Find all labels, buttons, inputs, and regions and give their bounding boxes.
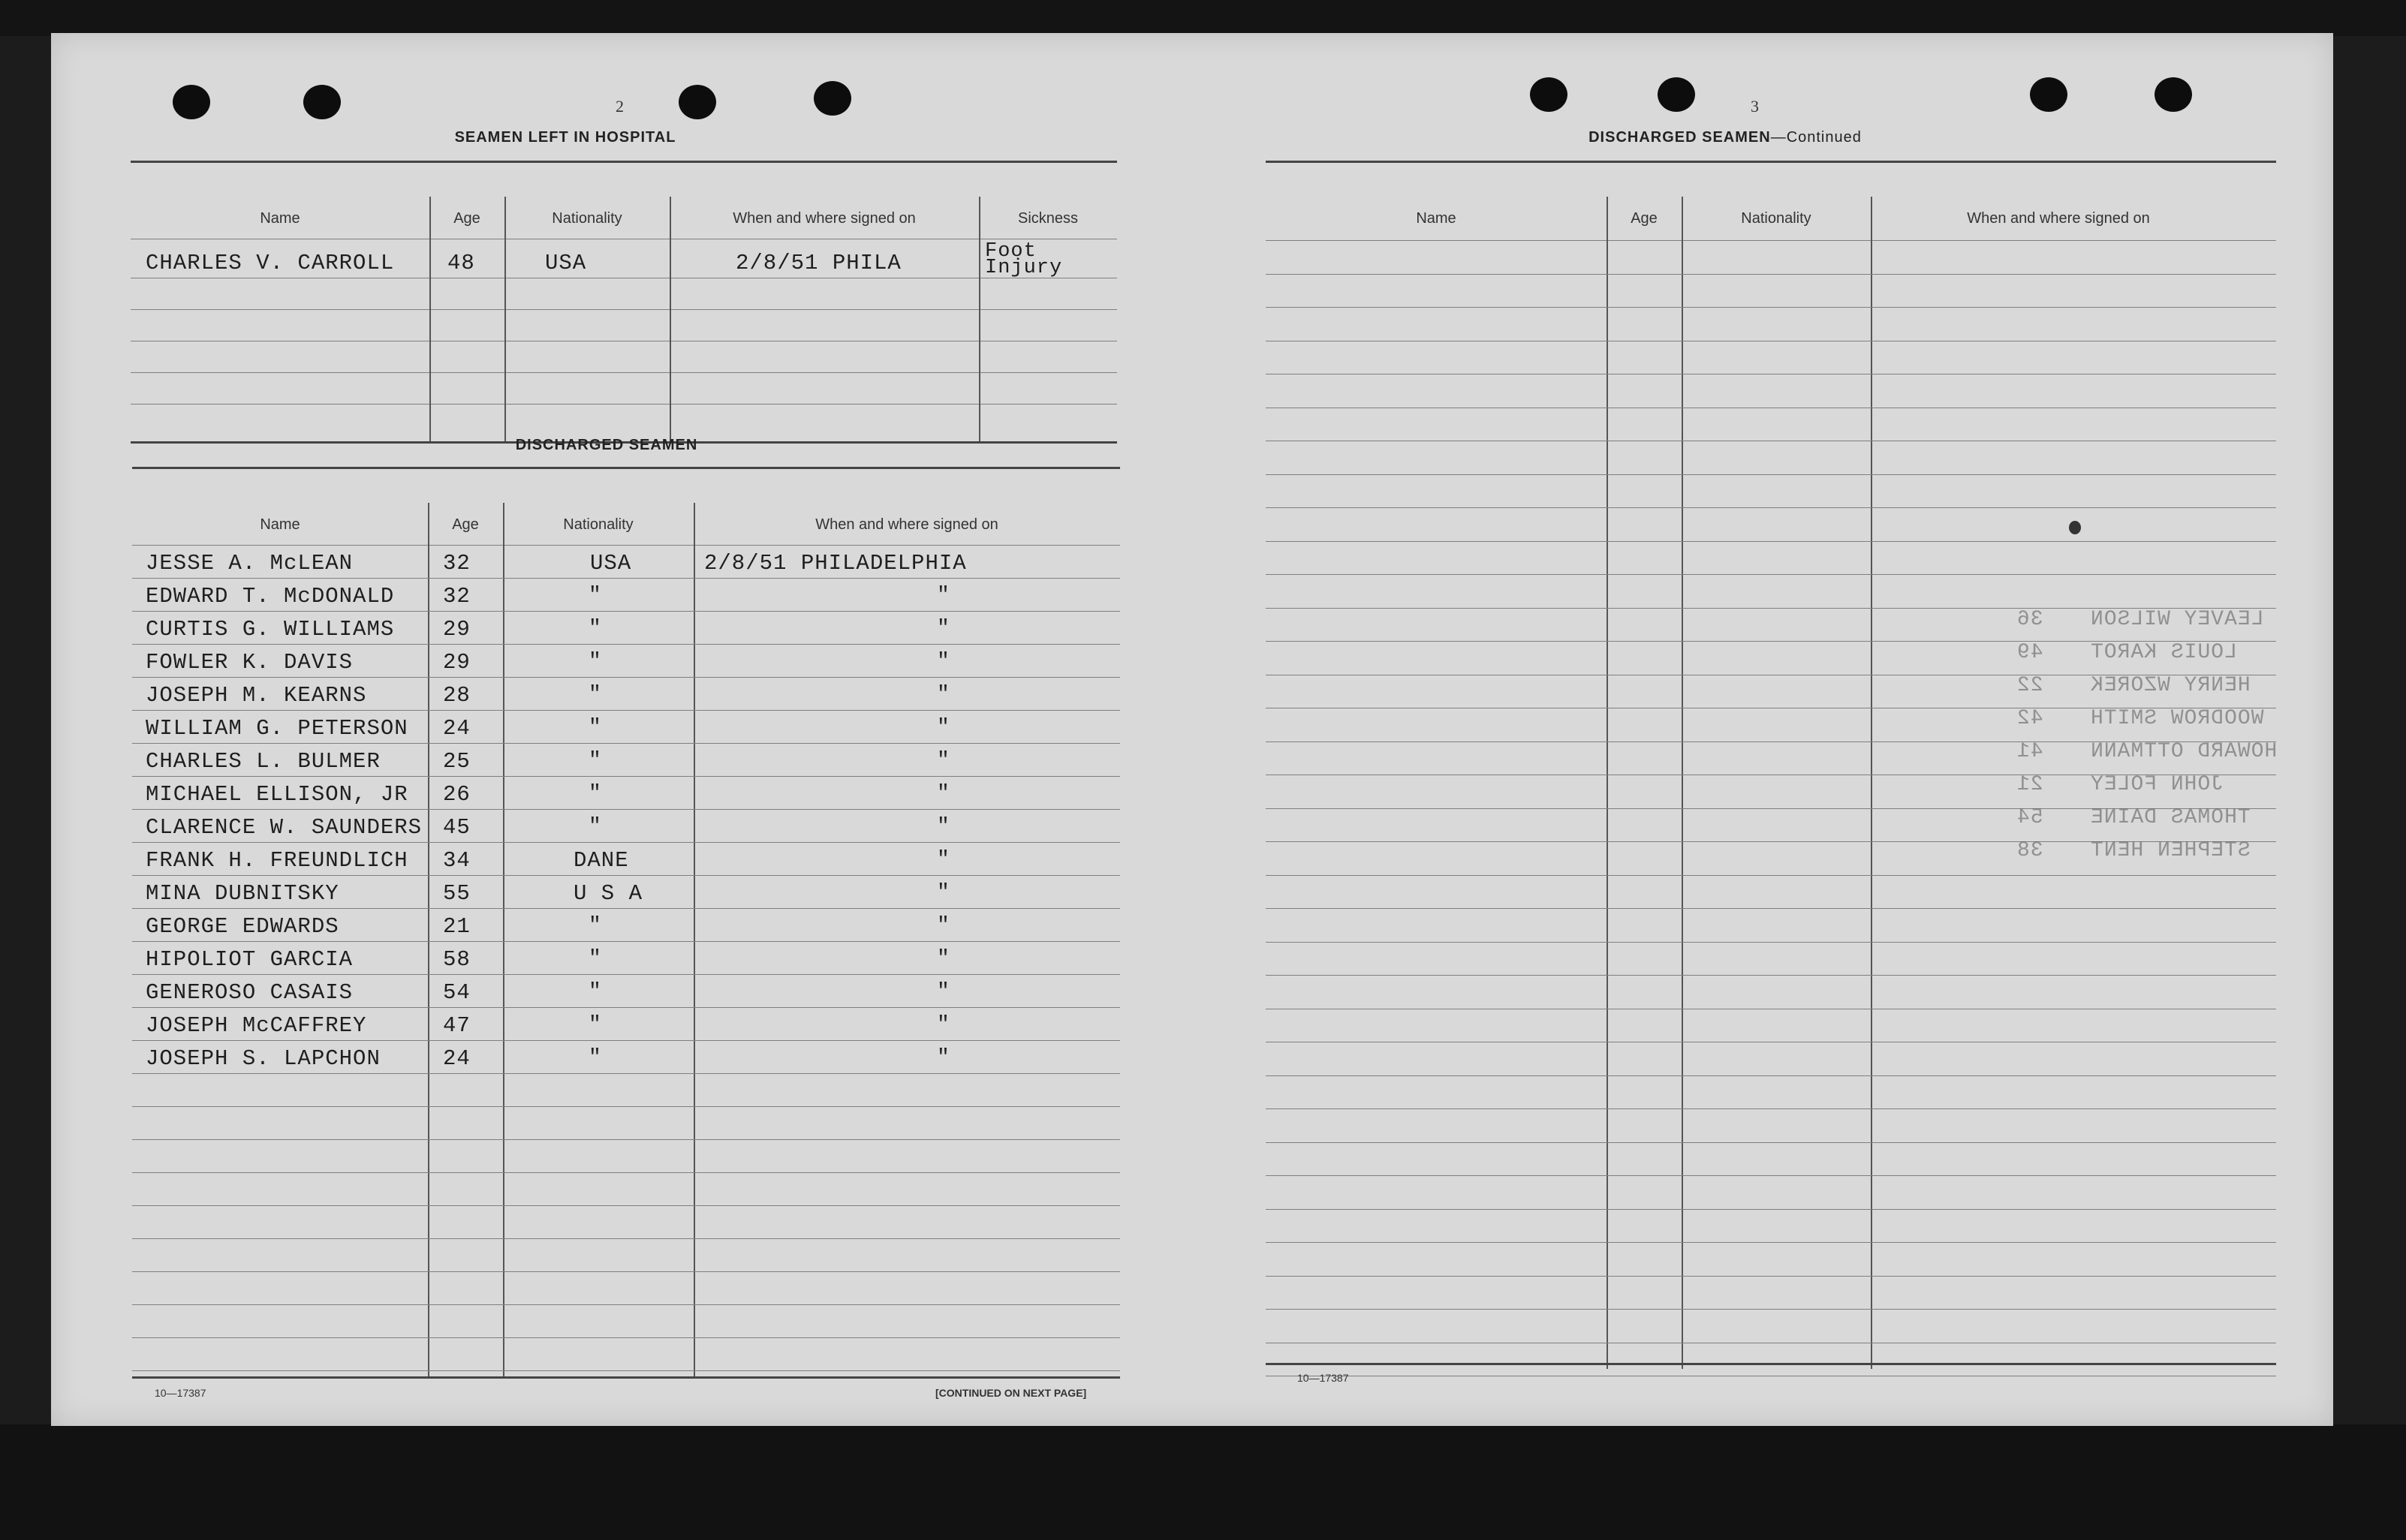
row-rule xyxy=(132,578,1120,579)
hospital-sickness-line-1: Foot xyxy=(985,240,1037,263)
row-rule xyxy=(132,776,1120,777)
row-rule xyxy=(132,1238,1120,1239)
row-rule xyxy=(132,677,1120,678)
left-form-number: 10—17387 xyxy=(155,1387,206,1399)
continued-header-name: Name xyxy=(1416,210,1456,227)
row-rule xyxy=(1266,1276,2276,1277)
row-rule xyxy=(132,974,1120,975)
row-rule xyxy=(132,1007,1120,1008)
bleed-age: 54 xyxy=(2016,806,2043,829)
discharged-age: 26 xyxy=(443,782,471,807)
row-rule xyxy=(1266,1075,2276,1076)
punch-hole-1 xyxy=(173,85,210,119)
discharged-name: GEORGE EDWARDS xyxy=(146,914,339,939)
right-title-main: DISCHARGED SEAMEN xyxy=(1588,129,1771,146)
discharged-nationality: " xyxy=(589,1046,601,1069)
right-form-number: 10—17387 xyxy=(1297,1372,1349,1384)
discharged-name: CHARLES L. BULMER xyxy=(146,749,381,774)
right-title-suffix: —Continued xyxy=(1770,129,1862,146)
row-rule xyxy=(1266,942,2276,943)
bleed-name: WOODROW SMITH xyxy=(2090,707,2264,730)
discharged-signed: " xyxy=(937,848,950,871)
discharged-name: HIPOLIOT GARCIA xyxy=(146,947,354,972)
discharged-age: 24 xyxy=(443,1046,471,1071)
discharged-name: GENEROSO CASAIS xyxy=(146,980,354,1005)
row-rule xyxy=(1266,307,2276,308)
row-rule xyxy=(132,1139,1120,1140)
row-rule xyxy=(132,710,1120,711)
discharged-name: JESSE A. McLEAN xyxy=(146,551,354,576)
discharged-signed: " xyxy=(937,650,950,673)
discharged-signed: " xyxy=(937,947,950,970)
discharged-signed: " xyxy=(937,716,950,739)
bleed-age: 49 xyxy=(2016,641,2043,664)
discharged-nationality: " xyxy=(589,947,601,970)
row-rule xyxy=(1266,908,2276,909)
continued-header-nationality: Nationality xyxy=(1741,210,1811,227)
row-rule xyxy=(132,1370,1120,1371)
bleed-age: 21 xyxy=(2016,773,2043,796)
scan-border-bottom xyxy=(0,1424,2406,1540)
discharged-signed: " xyxy=(937,1046,950,1069)
discharged-signed: 2/8/51 PHILADELPHIA xyxy=(704,551,967,576)
hospital-name: CHARLES V. CARROLL xyxy=(146,251,395,275)
hospital-header-signed: When and where signed on xyxy=(733,210,916,227)
right-section-title xyxy=(1537,129,1913,146)
hospital-header-name: Name xyxy=(260,210,300,227)
discharged-nationality: DANE xyxy=(574,848,629,873)
hospital-header-sickness: Sickness xyxy=(1017,210,1079,227)
discharged-signed: " xyxy=(937,782,950,805)
bleed-name: STEPHEN HENT xyxy=(2090,839,2251,862)
discharged-name: MICHAEL ELLISON, JR xyxy=(146,782,408,807)
punch-hole-5 xyxy=(1530,77,1567,112)
discharged-age: 55 xyxy=(443,881,471,906)
row-rule xyxy=(132,1172,1120,1173)
row-rule xyxy=(132,941,1120,942)
continued-header-age: Age xyxy=(1631,210,1658,227)
row-rule xyxy=(132,743,1120,744)
bleed-name: HENRY WZOREK xyxy=(2090,674,2251,697)
row-rule xyxy=(132,1337,1120,1338)
discharged-name: JOSEPH M. KEARNS xyxy=(146,683,367,708)
continued-header-signed: When and where signed on xyxy=(1967,210,2150,227)
discharged-header-nationality: Nationality xyxy=(563,516,634,533)
scan-border-top xyxy=(0,0,2406,36)
hospital-section-title: SEAMEN LEFT IN HOSPITAL xyxy=(454,129,676,146)
discharged-age: 34 xyxy=(443,848,471,873)
discharged-name: EDWARD T. McDONALD xyxy=(146,584,395,609)
discharged-age: 47 xyxy=(443,1013,471,1038)
discharged-nationality: " xyxy=(589,650,601,673)
discharged-nationality: " xyxy=(589,716,601,739)
row-rule xyxy=(132,1040,1120,1041)
discharged-age: 32 xyxy=(443,551,471,576)
discharged-header-age: Age xyxy=(452,516,479,533)
hospital-nationality: USA xyxy=(545,251,587,275)
discharged-section-title: DISCHARGED SEAMEN xyxy=(515,437,698,453)
row-rule xyxy=(1266,474,2276,475)
bleed-age: 36 xyxy=(2016,608,2043,631)
row-rule xyxy=(1266,574,2276,575)
hospital-age: 48 xyxy=(447,251,475,275)
bleed-age: 42 xyxy=(2016,707,2043,730)
hospital-table xyxy=(131,158,1117,447)
punch-hole-7 xyxy=(2030,77,2067,112)
discharged-age: 54 xyxy=(443,980,471,1005)
row-rule xyxy=(132,1205,1120,1206)
discharged-signed: " xyxy=(937,683,950,706)
discharged-name: JOSEPH S. LAPCHON xyxy=(146,1046,381,1071)
row-rule xyxy=(1266,541,2276,542)
row-rule xyxy=(132,611,1120,612)
discharged-nationality: " xyxy=(589,584,601,607)
discharged-age: 29 xyxy=(443,617,471,642)
row-rule xyxy=(132,875,1120,876)
bleed-age: 22 xyxy=(2016,674,2043,697)
row-rule xyxy=(1266,1175,2276,1176)
discharged-name: MINA DUBNITSKY xyxy=(146,881,339,906)
discharged-nationality: " xyxy=(589,782,601,805)
hospital-header-nationality: Nationality xyxy=(552,210,622,227)
row-rule xyxy=(1266,1142,2276,1143)
discharged-header-signed: When and where signed on xyxy=(815,516,998,533)
document-sheet xyxy=(51,33,2333,1426)
row-rule xyxy=(1266,1309,2276,1310)
discharged-signed: " xyxy=(937,617,950,640)
discharged-signed: " xyxy=(937,1013,950,1036)
punch-hole-3 xyxy=(679,85,716,119)
discharged-table xyxy=(132,464,1120,1382)
discharged-age: 24 xyxy=(443,716,471,741)
discharged-nationality: " xyxy=(589,749,601,772)
hospital-signed: 2/8/51 PHILA xyxy=(736,251,902,275)
bleed-age: 41 xyxy=(2016,740,2043,763)
row-rule xyxy=(1266,1108,2276,1109)
discharged-signed: " xyxy=(937,914,950,937)
discharged-nationality: " xyxy=(589,1013,601,1036)
bleed-age: 38 xyxy=(2016,839,2043,862)
discharged-age: 29 xyxy=(443,650,471,675)
discharged-signed: " xyxy=(937,815,950,838)
row-rule xyxy=(132,1304,1120,1305)
discharged-name: FOWLER K. DAVIS xyxy=(146,650,354,675)
punch-hole-4 xyxy=(814,81,851,116)
discharged-signed: " xyxy=(937,881,950,904)
discharged-age: 32 xyxy=(443,584,471,609)
discharged-nationality: " xyxy=(589,815,601,838)
discharged-name: JOSEPH McCAFFREY xyxy=(146,1013,367,1038)
bleed-name: THOMAS DAINE xyxy=(2090,806,2251,829)
discharged-signed: " xyxy=(937,980,950,1003)
row-rule xyxy=(1266,274,2276,275)
right-page-number: 3 xyxy=(1751,97,1759,116)
discharged-age: 28 xyxy=(443,683,471,708)
discharged-name: CURTIS G. WILLIAMS xyxy=(146,617,395,642)
punch-hole-2 xyxy=(303,85,341,119)
discharged-name: CLARENCE W. SAUNDERS xyxy=(146,815,423,840)
discharged-nationality: " xyxy=(589,617,601,640)
hospital-sickness-line-2: Injury xyxy=(985,257,1063,279)
continued-table xyxy=(1266,158,2276,1373)
left-page-number: 2 xyxy=(616,97,624,116)
discharged-age: 45 xyxy=(443,815,471,840)
row-rule xyxy=(132,842,1120,843)
row-rule xyxy=(1266,1209,2276,1210)
bleed-name: JOHN FOLEY xyxy=(2090,773,2224,796)
row-rule xyxy=(1266,507,2276,508)
row-rule xyxy=(132,809,1120,810)
discharged-nationality: " xyxy=(589,914,601,937)
discharged-nationality: " xyxy=(589,683,601,706)
discharged-name: WILLIAM G. PETERSON xyxy=(146,716,408,741)
row-rule xyxy=(132,908,1120,909)
row-rule xyxy=(1266,975,2276,976)
row-rule xyxy=(132,1271,1120,1272)
discharged-nationality: " xyxy=(589,980,601,1003)
discharged-age: 21 xyxy=(443,914,471,939)
row-rule xyxy=(1266,875,2276,876)
hospital-header-age: Age xyxy=(453,210,480,227)
discharged-header-name: Name xyxy=(260,516,300,533)
discharged-nationality: U S A xyxy=(574,881,643,906)
row-rule xyxy=(132,1106,1120,1107)
discharged-signed: " xyxy=(937,584,950,607)
punch-hole-6 xyxy=(1658,77,1695,112)
row-rule xyxy=(132,644,1120,645)
row-rule xyxy=(132,1073,1120,1074)
bleed-name: LEAVEY WILSON xyxy=(2090,608,2264,631)
discharged-name: FRANK H. FREUNDLICH xyxy=(146,848,408,873)
discharged-nationality: USA xyxy=(590,551,632,576)
bleed-name: HOWARD OTTMANN xyxy=(2090,740,2278,763)
row-rule xyxy=(1266,1242,2276,1243)
bleed-name: LOUIS KAROT xyxy=(2090,641,2237,664)
punch-hole-8 xyxy=(2155,77,2192,112)
continued-note: [CONTINUED ON NEXT PAGE] xyxy=(935,1387,1087,1399)
discharged-age: 58 xyxy=(443,947,471,972)
discharged-age: 25 xyxy=(443,749,471,774)
discharged-signed: " xyxy=(937,749,950,772)
